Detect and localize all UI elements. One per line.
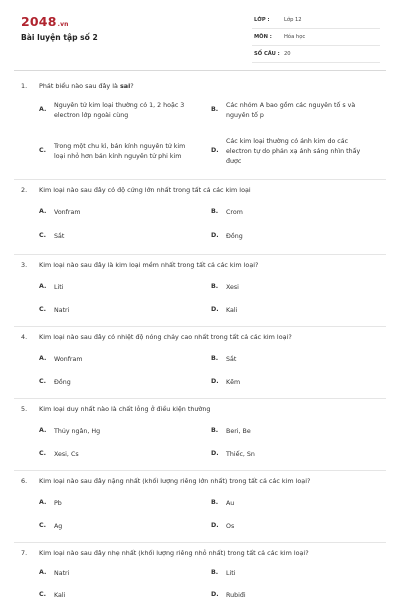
- question-text: Kim loại nào sau đây có độ cứng lớn nhất trong tất cả các kim loại: [39, 186, 251, 194]
- option-letter: A.: [39, 106, 47, 113]
- question-list: [0, 76, 400, 605]
- question-number: 3.: [21, 261, 28, 269]
- meta-value: Lớp 12: [284, 17, 302, 23]
- option-text: Liti: [54, 284, 64, 291]
- meta-label: LỚP :: [254, 17, 270, 23]
- option-text: Crom: [226, 209, 243, 216]
- option-letter: D.: [211, 147, 219, 154]
- option-letter: B.: [211, 427, 219, 434]
- option-text: Kali: [226, 307, 238, 314]
- site-logo[interactable]: [21, 14, 69, 29]
- option-text: Thủy ngân, Hg: [54, 428, 101, 435]
- option-letter: D.: [211, 522, 219, 529]
- meta-panel: [252, 14, 380, 65]
- option-letter: A.: [39, 208, 47, 215]
- option-letter: C.: [39, 378, 47, 385]
- option-text: Kali: [54, 592, 66, 599]
- question-number: 4.: [21, 333, 28, 341]
- option-letter: A.: [39, 499, 47, 506]
- option-letter: B.: [211, 208, 219, 215]
- question-emphasis: sai: [119, 82, 131, 90]
- option-letter: B.: [211, 569, 219, 576]
- option-letter: B.: [211, 499, 219, 506]
- meta-label: MÔN :: [254, 34, 272, 40]
- option-text: Natri: [54, 570, 70, 577]
- option-letter: D.: [211, 591, 219, 598]
- question-text: Kim loại nào sau đây nhẹ nhất (khối lượng riêng nhỏ nhất) trong tất cả các kim loại?: [39, 549, 309, 557]
- question-3: [0, 255, 400, 327]
- option-text: Au: [226, 500, 235, 507]
- meta-row-count: [252, 48, 380, 63]
- option-text: Đồng: [226, 233, 243, 240]
- option-text: Wonfram: [54, 356, 83, 363]
- question-5: [0, 399, 400, 471]
- option-text: Các nhóm A bao gồm các nguyên tố s và nguyên tố p: [226, 102, 356, 119]
- option-letter: A.: [39, 355, 47, 362]
- header-divider: [14, 70, 386, 71]
- meta-label: SỐ CÂU :: [254, 51, 280, 57]
- option-text: Beri, Be: [226, 428, 251, 435]
- option-letter: B.: [211, 283, 219, 290]
- option-letter: B.: [211, 355, 219, 362]
- question-text: Phát biểu nào sau đây là sai?: [39, 82, 134, 90]
- option-text: Liti: [226, 570, 236, 577]
- meta-value: Hóa học: [284, 34, 306, 40]
- question-4: [0, 327, 400, 399]
- question-number: 7.: [21, 549, 28, 557]
- meta-row-subject: [252, 31, 380, 46]
- option-letter: B.: [211, 106, 219, 113]
- option-letter: D.: [211, 378, 219, 385]
- option-text: Các kim loại thường có ánh kim do các electron tự do phản xạ ánh sáng nhìn thấy được: [226, 138, 361, 165]
- option-letter: C.: [39, 147, 47, 154]
- option-text: Sắt: [54, 233, 65, 240]
- option-text: Vonfram: [54, 209, 81, 216]
- page-header: [0, 0, 400, 70]
- option-text: Đồng: [54, 379, 71, 386]
- option-text: Os: [226, 523, 235, 530]
- option-text: Rubiđi: [226, 592, 246, 599]
- option-text: Thiếc, Sn: [226, 451, 255, 458]
- meta-row-class: [252, 14, 380, 29]
- option-letter: A.: [39, 427, 47, 434]
- option-text: Nguyên tử kim loại thường có 1, 2 hoặc 3 electron lớp ngoài cùng: [54, 102, 185, 119]
- logo-text: 2048: [21, 14, 57, 29]
- option-letter: D.: [211, 306, 219, 313]
- question-6: [0, 471, 400, 543]
- meta-value: 20: [284, 51, 291, 57]
- question-text: Kim loại nào sau đây là kim loại mềm nhất trong tất cả các kim loại?: [39, 261, 259, 269]
- question-number: 6.: [21, 477, 28, 485]
- option-text: Kẽm: [226, 379, 241, 386]
- option-text: Natri: [54, 307, 70, 314]
- question-number: 1.: [21, 82, 28, 90]
- option-text: Pb: [54, 500, 62, 507]
- option-letter: D.: [211, 450, 219, 457]
- option-text: Sắt: [226, 356, 237, 363]
- question-text: Kim loại nào sau đây có nhiệt độ nóng chảy cao nhất trong tất cả các kim loại?: [39, 333, 292, 341]
- logo-suffix: .vn: [57, 21, 69, 28]
- question-7: [0, 543, 400, 605]
- document-title: Bài luyện tập số 2: [21, 33, 98, 42]
- question-number: 2.: [21, 186, 28, 194]
- option-letter: C.: [39, 450, 47, 457]
- question-text: Kim loại duy nhất nào là chất lỏng ở điều kiện thường: [39, 405, 211, 413]
- option-letter: C.: [39, 591, 47, 598]
- option-letter: C.: [39, 232, 47, 239]
- question-number: 5.: [21, 405, 28, 413]
- option-text: Ag: [54, 523, 63, 530]
- option-letter: A.: [39, 569, 47, 576]
- option-letter: A.: [39, 283, 47, 290]
- question-2: [0, 180, 400, 255]
- option-letter: D.: [211, 232, 219, 239]
- question-text: Kim loại nào sau đây nặng nhất (khối lượng riêng lớn nhất) trong tất cả các kim loại?: [39, 477, 311, 485]
- option-letter: C.: [39, 306, 47, 313]
- option-text: Xesi: [226, 284, 239, 291]
- option-text: Trong một chu kì, bán kính nguyên tử kim loại nhỏ hơn bán kính nguyên tử phi kim: [54, 143, 186, 160]
- option-letter: C.: [39, 522, 47, 529]
- question-1: [0, 76, 400, 180]
- option-text: Xesi, Cs: [54, 451, 79, 458]
